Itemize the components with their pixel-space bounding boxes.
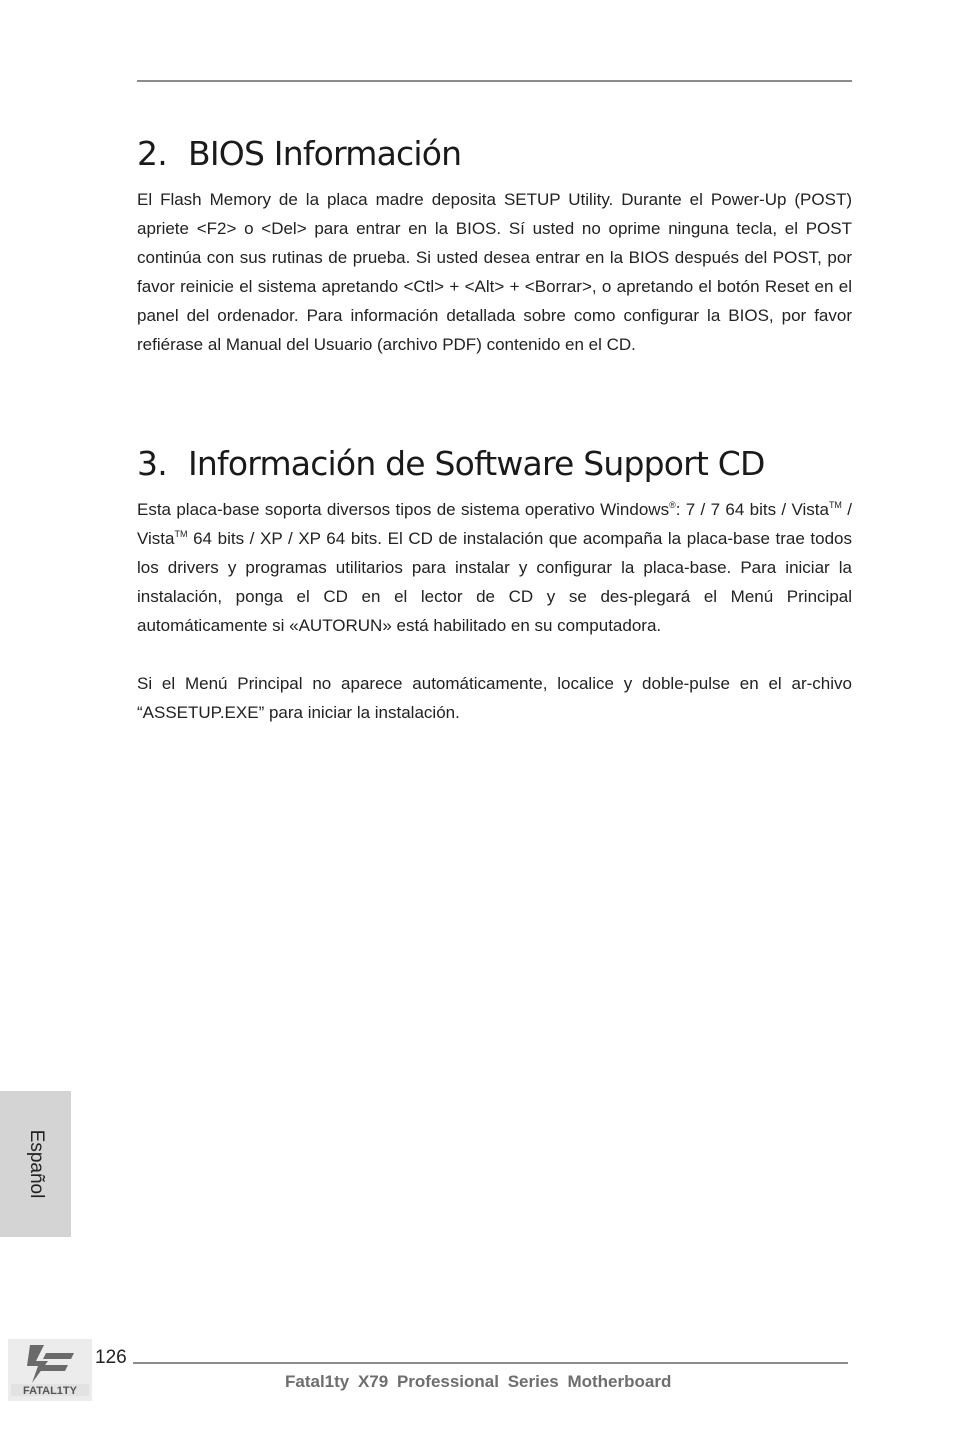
section-2-body: El Flash Memory de la placa madre deposita SETUP Utility. Durante el Power-Up (POST) apriete <F2> o <Del> para entrar en la BIOS. Sí usted no oprime ninguna tecla, el POST continúa con sus rutinas de prueba. Si usted desea entrar en la BIOS después del POST, por favor reinicie el sistema apretando <Ctl> + <Alt> + <Borrar>, o apretando el botón Reset en el panel del ordenador. Para información detallada sobre como configurar la BIOS, por favor refiérase al Manual del Usuario (archivo PDF) contenido en el CD.	[137, 190, 852, 354]
section-2-title: BIOS Información	[188, 134, 462, 173]
top-divider	[137, 80, 852, 82]
section-3-title: Información de Software Support CD	[188, 444, 765, 483]
section-2-heading	[137, 134, 461, 173]
section-3-heading	[137, 444, 765, 483]
section-3-number: 3.	[137, 444, 167, 483]
bottom-divider	[133, 1362, 848, 1364]
registered-mark: ®	[669, 500, 676, 510]
trademark-mark: TM	[828, 500, 842, 510]
section-2-number: 2.	[137, 134, 167, 173]
section-3-paragraph-2: Si el Menú Principal no aparece automáticamente, localice y doble-pulse en el ar-chivo “ASSETUP.EXE” para iniciar la instalación.	[137, 674, 852, 722]
footer-title: Fatal1ty X79 Professional Series Motherboard	[285, 1372, 672, 1391]
language-label: Español	[25, 1129, 47, 1199]
page-number: 126	[95, 1347, 127, 1368]
text-run: / Vista	[137, 500, 852, 548]
section-3-paragraph-1	[137, 495, 852, 640]
language-side-tab	[0, 1091, 71, 1237]
fatal1ty-logo-icon	[8, 1339, 92, 1401]
logo-wordmark: FATAL1TY	[23, 1385, 77, 1397]
text-run: : 7 / 7 64 bits / Vista	[675, 500, 829, 519]
trademark-mark: TM	[174, 529, 188, 539]
text-run: Esta placa-base soporta diversos tipos de sistema operativo Windows	[137, 500, 670, 519]
text-run: 64 bits / XP / XP 64 bits. El CD de instalación que acompaña la placa-base trae todos los drivers y programas utilitarios para instalar y configurar la placa-base. Para iniciar la instalación, ponga el CD en el lector de CD y se des-plegará el Menú Principal automáticamente si «AUTORUN» está habilitado en su computadora.	[137, 529, 852, 635]
